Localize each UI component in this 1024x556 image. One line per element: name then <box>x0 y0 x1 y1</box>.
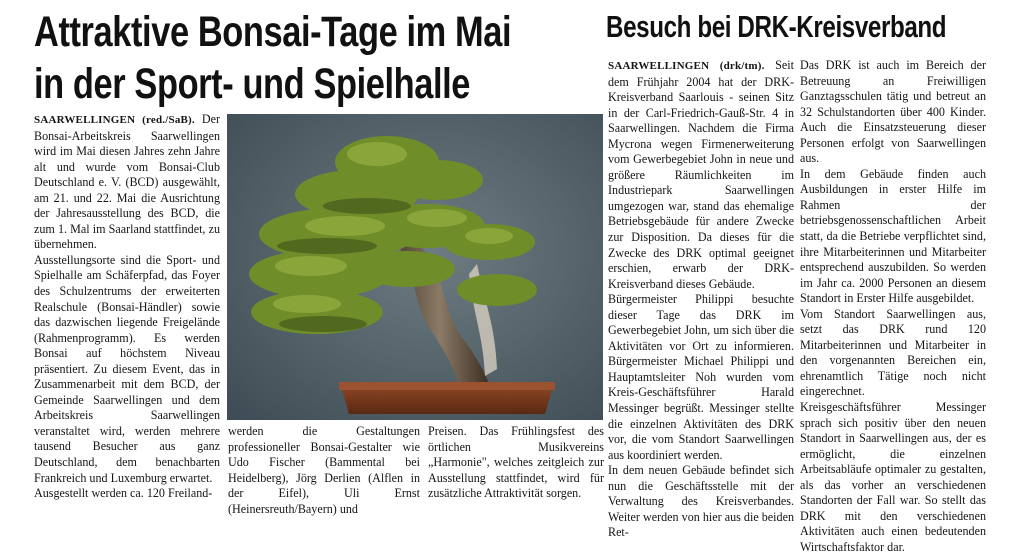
article2-column-1 <box>608 58 794 540</box>
article2-column-2 <box>800 58 986 554</box>
article1-column-1 <box>34 112 220 502</box>
article1-headline-line2: in der Sport- und Spielhalle <box>34 60 471 108</box>
article2-paragraph-4: Das DRK ist auch im Bereich der Betreuung an Freiwilligen Ganztagsschulen tätig und betreut an 32 Schulstandorten über 400 Kinder. Auch die Einsatzsteuerung dieser Personen erfolgt von Saarwellingen aus. <box>800 58 986 166</box>
article2-paragraph-6: Vom Standort Saarwellingen aus, setzt das DRK rund 120 Mitarbeiterinnen und Mitarbeiter in den vorgenannten Bereichen ein, ehrenamtlich Tätige noch nicht eingerechnet. <box>800 306 986 399</box>
bonsai-tree-image <box>227 114 603 420</box>
article2-dateline: SAARWELLINGEN (drk/tm). <box>608 60 765 72</box>
article1-paragraph-3: Ausgestellt werden ca. 120 Freiland- <box>34 486 213 501</box>
article2-paragraph-2: Bürgermeister Philippi besuchte dieser Tage das DRK im Gewerbegebiet John, um sich über die Aktivitäten vor Ort zu informieren. Bürgermeister Michael Philippi und Hauptamtsleiter Noh wurden vom Kreis-Geschäftsführer Harald Messinger begrüßt. Messinger stellte die einzelnen Aktivitäten des DRK vor, die vom Standort Saarwellingen aus koordiniert werden. <box>608 292 794 462</box>
article1-column-2 <box>228 424 420 516</box>
article1-paragraph-1 <box>34 112 220 253</box>
article1-paragraph-2: Ausstellungsorte sind die Sport- und Spielhalle am Schäferpfad, das Foyer des Schulzentrums der erweiterten Realschule (Bonsai-Händler) sowie das dazwischen liegende Freigelände (Rahmenprogramm). Es werden Bonsai auf höchstem Niveau präsentiert. Zu diesem Event, das in Zusammenarbeit mit dem BCD, der Gemeinde Saarwellingen und dem Arbeitskreis Saarwellingen veranstaltet wird, werden mehrere tausend Besucher aus ganz Deutschland, dem benachbarten Frankreich und Luxemburg erwartet. <box>34 252 220 485</box>
article2-paragraph-1 <box>608 58 794 292</box>
article1-headline-line1: Attraktive Bonsai-Tage im Mai <box>34 8 512 56</box>
article2-paragraph-1-text: Seit dem Frühjahr 2004 hat der DRK-Kreisverband Saarlouis - seinen Sitz in der Carl-Friedrich-Gauß-Str. 4 in Saarwellingen. Nachdem die Firma Mycrona wegen Firmenerweiterung vom Gewerbegebiet John in neue und größere Räumlichkeiten im Industriepark Saarwellingen umgezogen war, stand das ehemalige Betriebsgebäude für andere Zwecke zur Disposition. Da dieses für die Zwecke des DRK optimal geeignet erschien, erwarb der DRK-Kreisverband dieses Gebäude. <box>608 58 794 291</box>
article1-dateline: SAARWELLINGEN (red./SaB). <box>34 114 195 126</box>
article1-column-3-text: Preisen. Das Frühlingsfest des örtlichen Musikvereins „Harmonie", welches zeitgleich zur Ausstellung stattfindet, wird für zusätzliche Attraktivität sorgen. <box>428 424 604 501</box>
article2-headline: Besuch bei DRK-Kreisverband <box>606 9 947 44</box>
bonsai-photo <box>227 114 603 420</box>
article2-paragraph-3: In dem neuen Gebäude befindet sich nun die Geschäftsstelle mit der Verwaltung des Kreisverbandes. Weiter werden von hier aus die beiden Ret- <box>608 463 794 540</box>
article2-paragraph-5: In dem Gebäude finden auch Ausbildungen in erster Hilfe im Rahmen der betriebsgenossenschaftlichen Arbeit statt, da die Betriebe verpflichtet sind, ihre Mitarbeiterinnen und Mitarbeiter entsprechend auszubilden. So werden im Jahr ca. 2000 Personen an diesem Standort in Erster Hilfe ausgebildet. <box>800 166 986 306</box>
article1-paragraph-1-text: Der Bonsai-Arbeitskreis Saarwellingen wird im Mai diesen Jahres zehn Jahre alt und wurde vom Bonsai-Club Deutschland e. V. (BCD) ausgewählt, am 21. und 22. Mai die Ausrichtung der Jahresausstellung des BCD, die zum 1. Mal im Saarland stattfindet, zu übernehmen. <box>34 112 220 252</box>
article2-paragraph-7: Kreisgeschäftsführer Messinger sprach sich positiv über den neuen Standort in Saarwellingen aus, der es ermöglicht, die einzelnen Arbeitsabläufe optimaler zu gestalten, als das vorher an verschiedenen Standorten der Fall war. So stellt das DRK mit den verschiedenen Aktivitäten auch einen bedeutenden Wirtschaftsfaktor dar. <box>800 400 986 554</box>
article1-column-2-text: werden die Gestaltungen professioneller Bonsai-Gestalter wie Udo Fischer (Bammental bei Heidelberg), Jörg Derlien (Alflen in der Eifel), Uli Ernst (Heinersreuth/Bayern) und <box>228 424 420 516</box>
article1-column-3 <box>428 424 604 502</box>
